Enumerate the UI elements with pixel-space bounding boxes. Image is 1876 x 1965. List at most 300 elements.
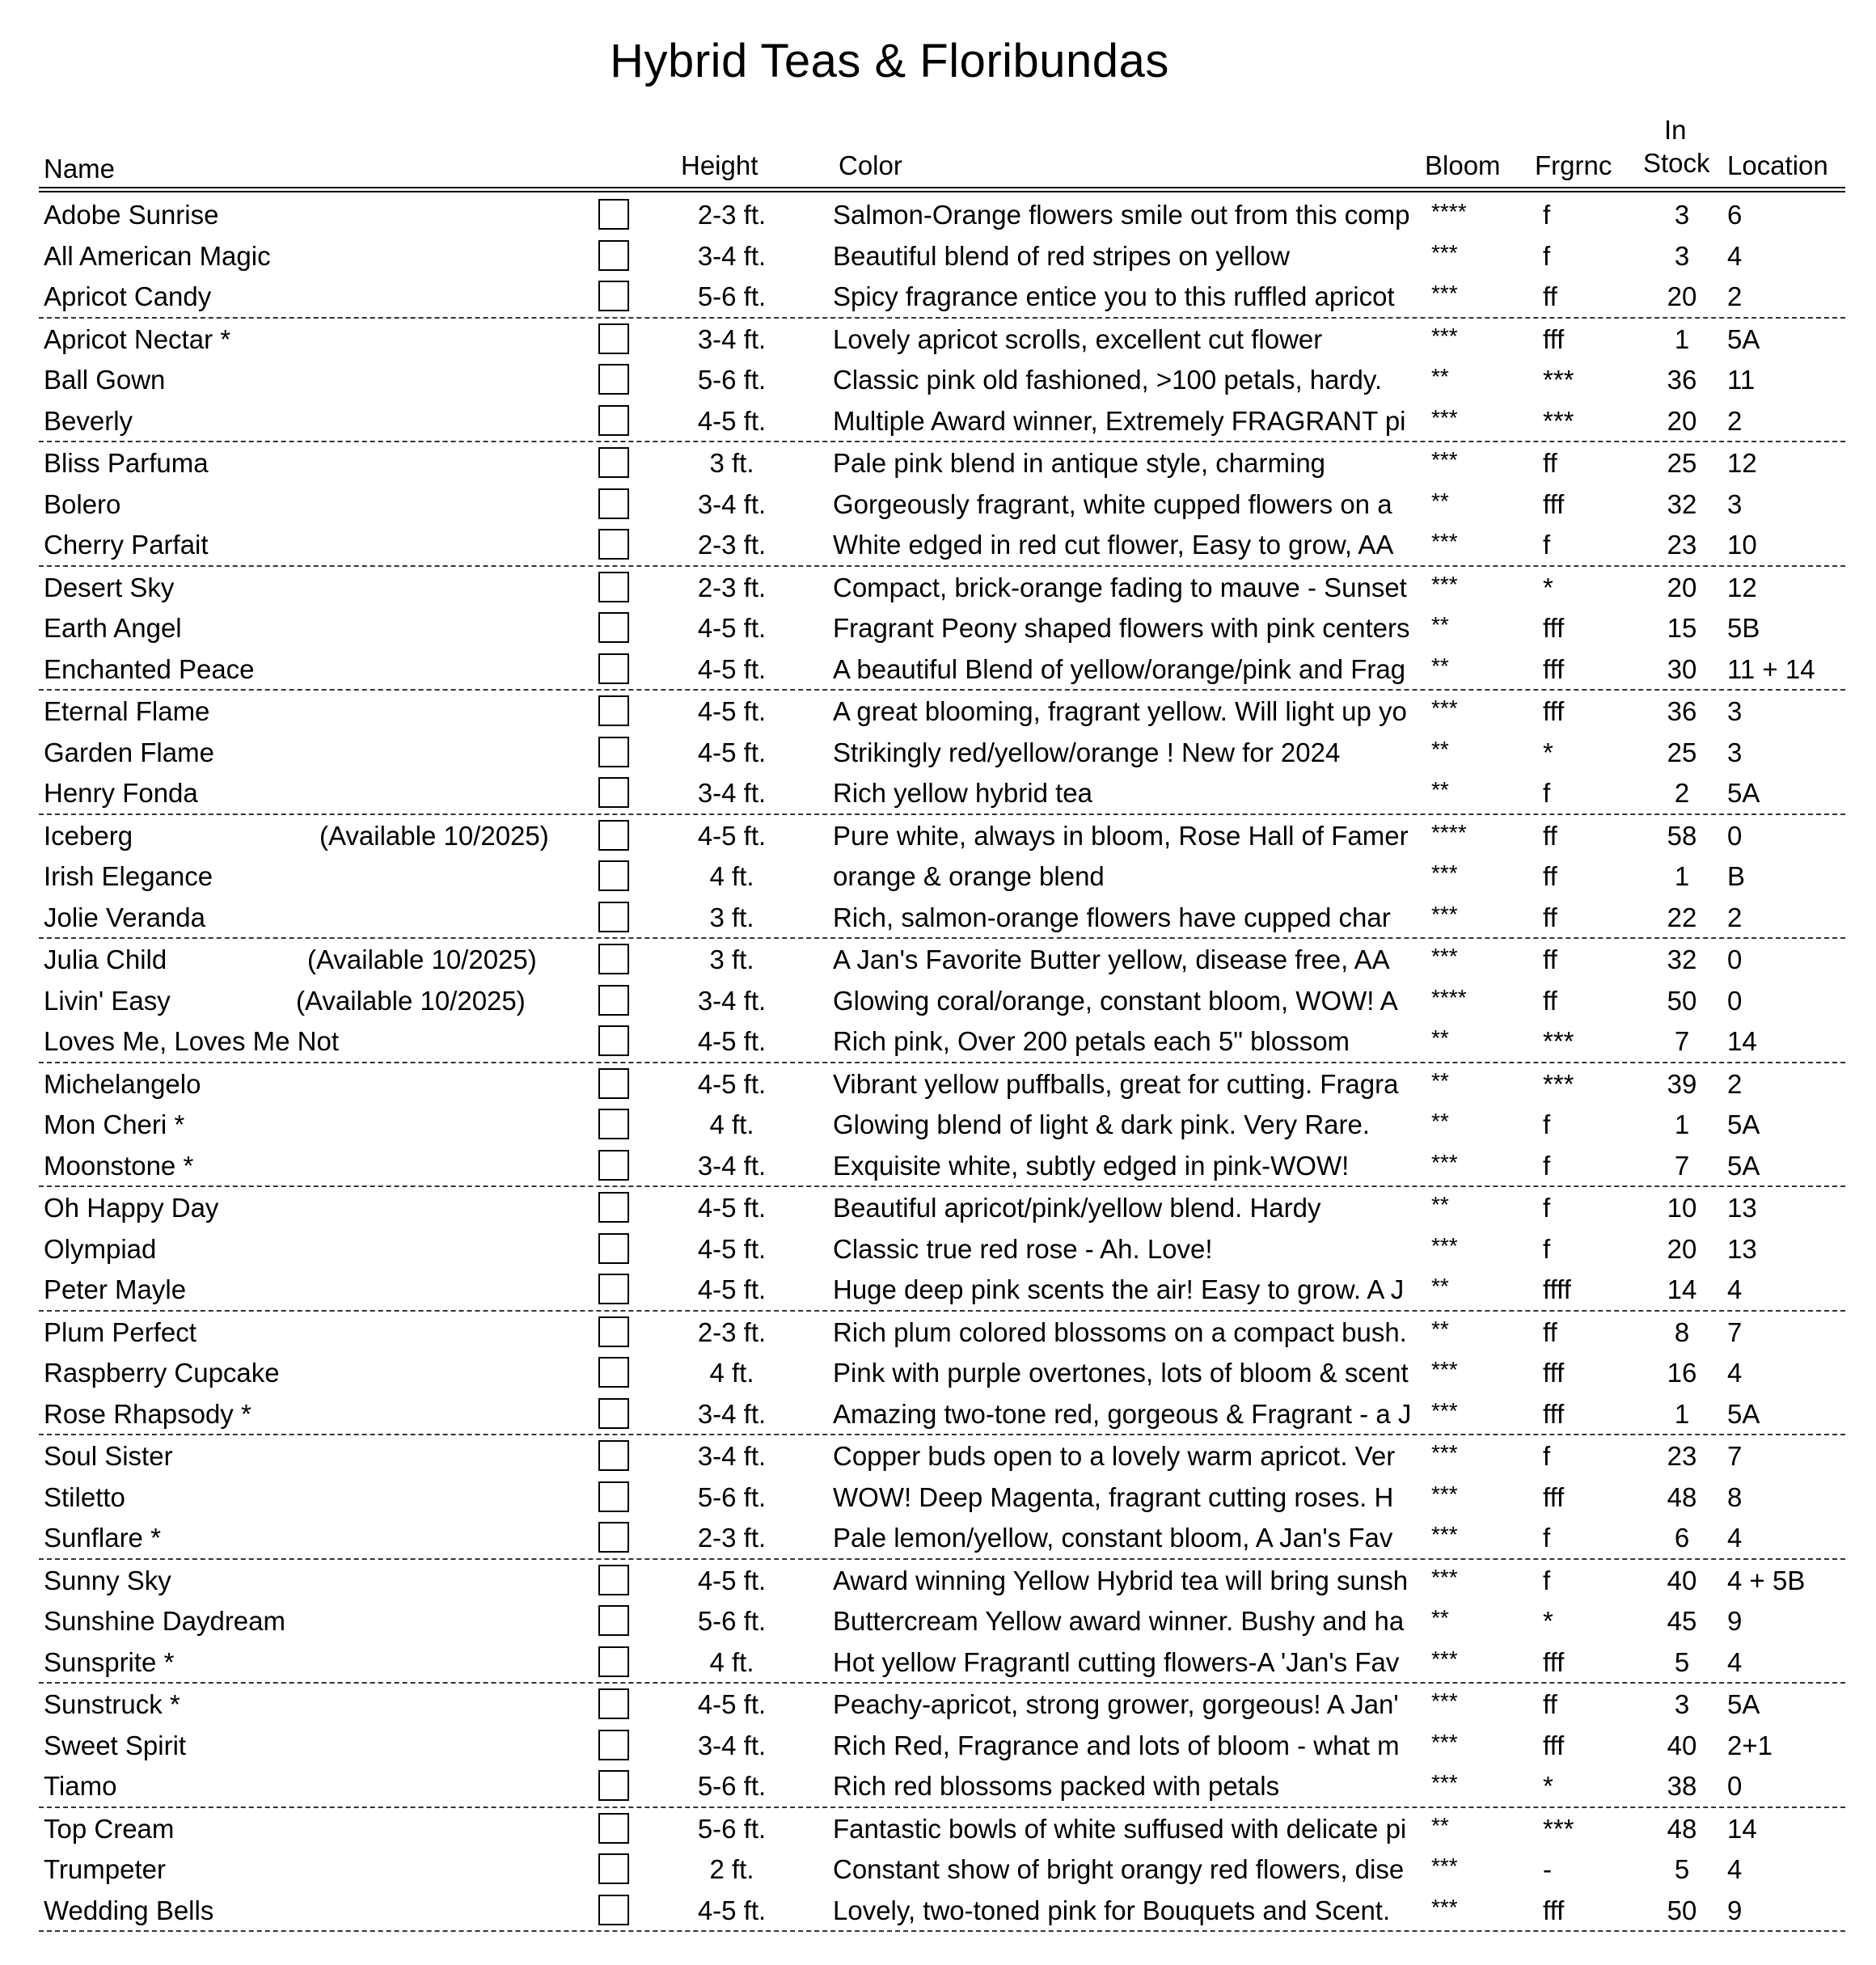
fragrance-rating: fff <box>1543 653 1565 684</box>
bloom-rating: *** <box>1431 529 1458 554</box>
fragrance-rating: * <box>1543 1606 1553 1636</box>
fragrance-rating: *** <box>1543 1026 1574 1056</box>
bloom-rating: *** <box>1431 447 1458 472</box>
fragrance-rating: f <box>1543 1441 1551 1471</box>
order-checkbox[interactable] <box>598 1109 629 1139</box>
column-header-location: Location <box>1727 150 1828 180</box>
fragrance-rating: fff <box>1543 323 1565 354</box>
rose-color-description: Spicy fragrance entice you to this ruffled apricot <box>833 281 1395 311</box>
order-checkbox[interactable] <box>598 653 629 684</box>
in-stock-count: 7 <box>1674 1026 1690 1056</box>
rose-color-description: Award winning Yellow Hybrid tea will bring sunsh <box>833 1565 1409 1595</box>
rose-color-description: Glowing blend of light & dark pink. Very Rare. <box>833 1109 1371 1139</box>
rose-name: All American Magic <box>44 240 271 271</box>
rose-color-description: Rich plum colored blossoms on a compact bush. <box>833 1316 1407 1347</box>
fragrance-rating: fff <box>1543 1646 1565 1677</box>
location: 5B <box>1727 613 1760 643</box>
bloom-rating: *** <box>1431 1688 1458 1714</box>
rose-name: Garden Flame <box>44 737 214 767</box>
rose-color-description: Exquisite white, subtly edged in pink-WOW! <box>833 1150 1350 1181</box>
in-stock-count: 40 <box>1667 1565 1697 1595</box>
location: 13 <box>1727 1193 1757 1223</box>
rose-height: 4-5 ft. <box>697 1068 767 1099</box>
location: 5A <box>1727 1150 1760 1181</box>
in-stock-count: 3 <box>1674 1689 1690 1719</box>
location: 2 <box>1727 902 1743 932</box>
rose-color-description: Amazing two-tone red, gorgeous & Fragrant - a J <box>833 1398 1412 1429</box>
order-checkbox[interactable] <box>598 1730 629 1760</box>
location: 5A <box>1727 1689 1760 1719</box>
in-stock-count: 32 <box>1667 488 1697 519</box>
rose-name: Peter Mayle <box>44 1274 187 1304</box>
table-row <box>0 1725 1876 1766</box>
rose-color-description: Lovely apricot scrolls, excellent cut flower <box>833 323 1323 354</box>
rose-height: 3-4 ft. <box>697 240 767 271</box>
rose-name: Beverly <box>44 405 133 436</box>
order-checkbox[interactable] <box>598 737 629 767</box>
rose-name: Livin' Easy <box>44 985 171 1016</box>
rose-color-description: Classic pink old fashioned, >100 petals, hardy. <box>833 365 1383 395</box>
column-header-fragrance: Frgrnc <box>1535 150 1612 180</box>
location: 10 <box>1727 530 1757 560</box>
location: 4 <box>1727 1523 1743 1553</box>
rose-color-description: Pale lemon/yellow, constant bloom, A Jan's Fav <box>833 1523 1393 1553</box>
fragrance-rating: * <box>1543 572 1553 602</box>
rose-color-description: Strikingly red/yellow/orange ! New for 2024 <box>833 737 1341 767</box>
rose-height: 4-5 ft. <box>697 1565 767 1595</box>
order-checkbox[interactable] <box>598 323 629 354</box>
location: 3 <box>1727 696 1743 726</box>
in-stock-count: 50 <box>1667 1895 1697 1925</box>
in-stock-count: 48 <box>1667 1481 1697 1512</box>
rose-color-description: Rich, salmon-orange flowers have cupped char <box>833 902 1391 932</box>
rose-height: 3 ft. <box>709 902 754 932</box>
rose-name: Loves Me, Loves Me Not <box>44 1026 339 1056</box>
order-checkbox[interactable] <box>598 1274 629 1304</box>
in-stock-count: 20 <box>1667 572 1697 602</box>
bloom-rating: **** <box>1431 199 1467 224</box>
in-stock-count: 7 <box>1674 1150 1690 1181</box>
location: 2 <box>1727 405 1743 436</box>
rose-height: 4 ft. <box>709 1358 754 1388</box>
rose-name: Adobe Sunrise <box>44 200 219 230</box>
bloom-rating: *** <box>1431 239 1458 265</box>
bloom-rating: *** <box>1431 1149 1458 1175</box>
bloom-rating: *** <box>1431 1232 1458 1258</box>
rose-height: 3-4 ft. <box>697 1398 767 1429</box>
bloom-rating: *** <box>1431 323 1458 349</box>
table-row <box>0 1600 1876 1642</box>
rose-color-description: Hot yellow Fragrantl cutting flowers-A 'Jan's Fav <box>833 1646 1400 1677</box>
fragrance-rating: ff <box>1543 448 1557 478</box>
bloom-rating: ** <box>1431 777 1449 802</box>
fragrance-rating: ffff <box>1543 1274 1571 1304</box>
bloom-rating: ** <box>1431 1605 1449 1630</box>
table-row <box>0 235 1876 277</box>
rose-height: 3-4 ft. <box>697 1150 767 1181</box>
in-stock-count: 1 <box>1674 323 1690 354</box>
order-checkbox[interactable] <box>598 1398 629 1429</box>
in-stock-count: 32 <box>1667 944 1697 974</box>
rose-color-description: Salmon-Orange flowers smile out from this comp <box>833 200 1410 230</box>
location: 0 <box>1727 944 1743 974</box>
table-row <box>39 649 1845 691</box>
rose-color-description: Beautiful blend of red stripes on yellow <box>833 240 1290 271</box>
rose-name: Trumpeter <box>44 1854 166 1884</box>
rose-height: 5-6 ft. <box>697 1771 767 1801</box>
rose-height: 3 ft. <box>709 448 754 478</box>
bloom-rating: *** <box>1431 1729 1458 1755</box>
order-checkbox[interactable] <box>598 1770 629 1801</box>
rose-height: 2-3 ft. <box>697 530 767 560</box>
order-checkbox[interactable] <box>598 985 629 1016</box>
fragrance-rating: ff <box>1543 1689 1557 1719</box>
rose-color-description: Beautiful apricot/pink/yellow blend. Hardy <box>833 1193 1321 1223</box>
rose-height: 2 ft. <box>709 1854 754 1884</box>
bloom-rating: ** <box>1431 1812 1449 1838</box>
fragrance-rating: *** <box>1543 365 1574 395</box>
order-checkbox[interactable] <box>598 1565 629 1595</box>
fragrance-rating: fff <box>1543 1481 1565 1512</box>
in-stock-count: 20 <box>1667 405 1697 436</box>
rose-height: 5-6 ft. <box>697 1813 767 1844</box>
fragrance-rating: *** <box>1543 1068 1574 1099</box>
in-stock-count: 16 <box>1667 1358 1697 1388</box>
in-stock-count: 48 <box>1667 1813 1697 1844</box>
table-row <box>0 194 1876 235</box>
bloom-rating: *** <box>1431 1770 1458 1795</box>
location: 7 <box>1727 1441 1743 1471</box>
availability-note: (Available 10/2025) <box>296 985 526 1016</box>
table-row <box>0 484 1876 525</box>
rose-color-description: Classic true red rose - Ah. Love! <box>833 1233 1213 1264</box>
rose-color-description: Huge deep pink scents the air! Easy to grow. A J <box>833 1274 1405 1304</box>
column-header-height: Height <box>681 150 758 180</box>
rose-height: 3-4 ft. <box>697 323 767 354</box>
order-checkbox[interactable] <box>598 1646 629 1677</box>
fragrance-rating: ff <box>1543 1316 1557 1347</box>
table-row <box>39 1517 1845 1560</box>
location: 4 + 5B <box>1727 1565 1806 1595</box>
rose-height: 2-3 ft. <box>697 200 767 230</box>
location: 4 <box>1727 1358 1743 1388</box>
order-checkbox[interactable] <box>598 281 629 311</box>
rose-color-description: Rich Red, Fragrance and lots of bloom - what m <box>833 1730 1400 1760</box>
rose-name: Earth Angel <box>44 613 182 643</box>
rose-name: Moonstone * <box>44 1150 194 1181</box>
rose-name: Enchanted Peace <box>44 653 255 684</box>
bloom-rating: *** <box>1431 571 1458 597</box>
in-stock-count: 36 <box>1667 696 1697 726</box>
in-stock-count: 1 <box>1674 861 1690 891</box>
order-checkbox[interactable] <box>598 529 629 560</box>
in-stock-count: 45 <box>1667 1606 1697 1636</box>
bloom-rating: *** <box>1431 1481 1458 1506</box>
table-row <box>0 1228 1876 1270</box>
table-row <box>39 1269 1845 1312</box>
page-title: Hybrid Teas & Floribundas <box>610 35 1169 87</box>
fragrance-rating: f <box>1543 1193 1551 1223</box>
bloom-rating: ** <box>1431 653 1449 678</box>
in-stock-count: 58 <box>1667 820 1697 851</box>
rose-height: 4-5 ft. <box>697 1895 767 1925</box>
bloom-rating: *** <box>1431 695 1458 720</box>
table-row <box>39 1642 1845 1684</box>
order-checkbox[interactable] <box>598 1688 629 1719</box>
in-stock-count: 5 <box>1674 1646 1690 1677</box>
in-stock-count: 50 <box>1667 985 1697 1016</box>
order-checkbox[interactable] <box>598 860 629 891</box>
rose-name: Sweet Spirit <box>44 1730 187 1760</box>
in-stock-count: 3 <box>1674 200 1690 230</box>
rose-color-description: Gorgeously fragrant, white cupped flowers on a <box>833 488 1392 519</box>
rose-name: Sunstruck * <box>44 1689 180 1719</box>
order-checkbox[interactable] <box>598 1481 629 1512</box>
rose-height: 4-5 ft. <box>697 405 767 436</box>
in-stock-count: 14 <box>1667 1274 1697 1304</box>
fragrance-rating: f <box>1543 1233 1551 1264</box>
order-checkbox[interactable] <box>598 1895 629 1925</box>
rose-name: Sunshine Daydream <box>44 1606 285 1636</box>
column-header-in-stock-line1: In <box>1664 115 1687 145</box>
location: 5A <box>1727 1109 1760 1139</box>
in-stock-count: 25 <box>1667 448 1697 478</box>
order-checkbox[interactable] <box>598 1068 629 1099</box>
bloom-rating: *** <box>1431 404 1458 430</box>
table-row <box>0 1312 1876 1353</box>
rose-name: Henry Fonda <box>44 778 198 808</box>
fragrance-rating: ff <box>1543 820 1557 851</box>
location: 5A <box>1727 1398 1760 1429</box>
table-row <box>0 980 1876 1021</box>
in-stock-count: 39 <box>1667 1068 1697 1099</box>
order-checkbox[interactable] <box>598 1605 629 1636</box>
location: 3 <box>1727 488 1743 519</box>
fragrance-rating: *** <box>1543 1813 1574 1844</box>
location: 4 <box>1727 240 1743 271</box>
in-stock-count: 15 <box>1667 613 1697 643</box>
order-checkbox[interactable] <box>598 405 629 436</box>
in-stock-count: 1 <box>1674 1109 1690 1139</box>
table-row <box>39 1765 1845 1808</box>
bloom-rating: *** <box>1431 1853 1458 1878</box>
rose-color-description: Compact, brick-orange fading to mauve - Sunset <box>833 572 1407 602</box>
order-checkbox[interactable] <box>598 1316 629 1347</box>
location: 12 <box>1727 572 1757 602</box>
rose-name: Eternal Flame <box>44 696 210 726</box>
order-checkbox[interactable] <box>598 902 629 932</box>
in-stock-count: 20 <box>1667 281 1697 311</box>
rose-name: Rose Rhapsody * <box>44 1398 251 1429</box>
fragrance-rating: f <box>1543 778 1551 808</box>
table-row <box>0 607 1876 649</box>
order-checkbox[interactable] <box>598 695 629 726</box>
rose-name: Apricot Candy <box>44 281 212 311</box>
header-divider <box>39 187 1845 188</box>
in-stock-count: 1 <box>1674 1398 1690 1429</box>
rose-color-description: Fragrant Peony shaped flowers with pink centers <box>833 613 1410 643</box>
header-divider <box>39 191 1845 192</box>
bloom-rating: *** <box>1431 1894 1458 1920</box>
rose-name: Sunsprite * <box>44 1646 175 1677</box>
rose-name: Top Cream <box>44 1813 175 1844</box>
rose-height: 5-6 ft. <box>697 365 767 395</box>
table-row <box>39 524 1845 567</box>
fragrance-rating: fff <box>1543 613 1565 643</box>
table-row <box>39 1145 1845 1188</box>
order-checkbox[interactable] <box>598 820 629 851</box>
location: 0 <box>1727 985 1743 1016</box>
in-stock-count: 23 <box>1667 530 1697 560</box>
fragrance-rating: ff <box>1543 944 1557 974</box>
fragrance-rating: fff <box>1543 1730 1565 1760</box>
column-header-name: Name <box>44 154 116 184</box>
rose-height: 4-5 ft. <box>697 1274 767 1304</box>
rose-name: Ball Gown <box>44 365 166 395</box>
rose-color-description: Peachy-apricot, strong grower, gorgeous! A Jan' <box>833 1689 1399 1719</box>
in-stock-count: 40 <box>1667 1730 1697 1760</box>
rose-color-description: Fantastic bowls of white suffused with delicate pi <box>833 1813 1407 1844</box>
rose-color-description: Multiple Award winner, Extremely FRAGRANT pi <box>833 405 1406 436</box>
location: 2+1 <box>1727 1730 1772 1760</box>
bloom-rating: ** <box>1431 612 1449 637</box>
bloom-rating: ** <box>1431 364 1449 389</box>
order-checkbox[interactable] <box>598 240 629 271</box>
rose-name: Sunny Sky <box>44 1565 171 1595</box>
fragrance-rating: - <box>1543 1854 1552 1884</box>
order-checkbox[interactable] <box>598 777 629 808</box>
rose-height: 2-3 ft. <box>697 1523 767 1553</box>
order-checkbox[interactable] <box>598 612 629 643</box>
table-row <box>39 276 1845 319</box>
rose-name: Oh Happy Day <box>44 1193 219 1223</box>
fragrance-rating: f <box>1543 200 1551 230</box>
rose-name: Michelangelo <box>44 1068 201 1099</box>
rose-color-description: A Jan's Favorite Butter yellow, disease free, AA <box>833 944 1390 974</box>
rose-name: Stiletto <box>44 1481 125 1512</box>
location: 5A <box>1727 778 1760 808</box>
order-checkbox[interactable] <box>598 199 629 230</box>
order-checkbox[interactable] <box>598 1813 629 1844</box>
rose-color-description: orange & orange blend <box>833 861 1105 891</box>
fragrance-rating: f <box>1543 1523 1551 1553</box>
location: 8 <box>1727 1481 1743 1512</box>
in-stock-count: 6 <box>1674 1523 1690 1553</box>
in-stock-count: 36 <box>1667 365 1697 395</box>
location: 2 <box>1727 1068 1743 1099</box>
location: 14 <box>1727 1813 1757 1844</box>
rose-name: Bolero <box>44 488 121 519</box>
order-checkbox[interactable] <box>598 1233 629 1264</box>
table-row <box>39 772 1845 815</box>
bloom-rating: *** <box>1431 1397 1458 1423</box>
rose-color-description: White edged in red cut flower, Easy to grow, AA <box>833 530 1394 560</box>
order-checkbox[interactable] <box>598 1357 629 1388</box>
order-checkbox[interactable] <box>598 572 629 602</box>
fragrance-rating: *** <box>1543 405 1574 436</box>
rose-height: 4-5 ft. <box>697 1233 767 1264</box>
location: 4 <box>1727 1854 1743 1884</box>
in-stock-count: 5 <box>1674 1854 1690 1884</box>
order-checkbox[interactable] <box>598 1522 629 1553</box>
rose-color-description: Rich red blossoms packed with petals <box>833 1771 1280 1801</box>
rose-color-description: Constant show of bright orangy red flowers, dise <box>833 1854 1405 1884</box>
in-stock-count: 8 <box>1674 1316 1690 1347</box>
location: 6 <box>1727 200 1743 230</box>
column-header-in-stock-line2: Stock <box>1643 148 1710 178</box>
rose-height: 3-4 ft. <box>697 778 767 808</box>
rose-color-description: Glowing coral/orange, constant bloom, WOW! A <box>833 985 1398 1016</box>
rose-color-description: A beautiful Blend of yellow/orange/pink and Frag <box>833 653 1406 684</box>
fragrance-rating: f <box>1543 1150 1551 1181</box>
table-row <box>0 1684 1876 1725</box>
fragrance-rating: fff <box>1543 488 1565 519</box>
fragrance-rating: f <box>1543 240 1551 271</box>
table-row <box>0 732 1876 773</box>
in-stock-count: 20 <box>1667 1233 1697 1264</box>
rose-color-description: Pale pink blend in antique style, charming <box>833 448 1326 478</box>
fragrance-rating: ff <box>1543 281 1557 311</box>
rose-height: 3-4 ft. <box>697 1730 767 1760</box>
location: 13 <box>1727 1233 1757 1264</box>
bloom-rating: *** <box>1431 944 1458 969</box>
rose-table <box>0 194 1876 1932</box>
table-row <box>0 1849 1876 1890</box>
order-checkbox[interactable] <box>598 364 629 395</box>
bloom-rating: ** <box>1431 1192 1449 1217</box>
table-row <box>39 1393 1845 1436</box>
order-checkbox[interactable] <box>598 1025 629 1056</box>
availability-note: (Available 10/2025) <box>307 944 537 974</box>
table-row <box>0 691 1876 732</box>
availability-note: (Available 10/2025) <box>319 820 549 851</box>
order-checkbox[interactable] <box>598 944 629 974</box>
rose-color-description: Pure white, always in bloom, Rose Hall of Famer <box>833 820 1409 851</box>
order-checkbox[interactable] <box>598 1192 629 1223</box>
order-checkbox[interactable] <box>598 1150 629 1181</box>
fragrance-rating: f <box>1543 1565 1551 1595</box>
rose-height: 4-5 ft. <box>697 653 767 684</box>
rose-height: 3-4 ft. <box>697 488 767 519</box>
table-row <box>0 1560 1876 1601</box>
table-row <box>0 1063 1876 1105</box>
fragrance-rating: fff <box>1543 1895 1565 1925</box>
rose-height: 5-6 ft. <box>697 1606 767 1636</box>
rose-color-description: Copper buds open to a lovely warm apricot. Ver <box>833 1441 1396 1471</box>
order-checkbox[interactable] <box>598 488 629 519</box>
rose-name: Tiamo <box>44 1771 117 1801</box>
rose-color-description: Pink with purple overtones, lots of bloom & scent <box>833 1358 1409 1388</box>
rose-color-description: WOW! Deep Magenta, fragrant cutting roses. H <box>833 1481 1394 1512</box>
rose-name: Apricot Nectar * <box>44 323 231 354</box>
table-row <box>0 1435 1876 1477</box>
table-row <box>0 939 1876 980</box>
rose-name: Jolie Veranda <box>44 902 205 932</box>
in-stock-count: 23 <box>1667 1441 1697 1471</box>
rose-color-description: A great blooming, fragrant yellow. Will light up yo <box>833 696 1407 726</box>
fragrance-rating: * <box>1543 1771 1553 1801</box>
table-row <box>0 442 1876 484</box>
location: 0 <box>1727 1771 1743 1801</box>
fragrance-rating: fff <box>1543 1398 1565 1429</box>
order-checkbox[interactable] <box>598 1853 629 1884</box>
rose-height: 4 ft. <box>709 1646 754 1677</box>
rose-name: Cherry Parfait <box>44 530 209 560</box>
order-checkbox[interactable] <box>598 1440 629 1471</box>
bloom-rating: *** <box>1431 1522 1458 1547</box>
order-checkbox[interactable] <box>598 447 629 478</box>
bloom-rating: ** <box>1431 1067 1449 1093</box>
